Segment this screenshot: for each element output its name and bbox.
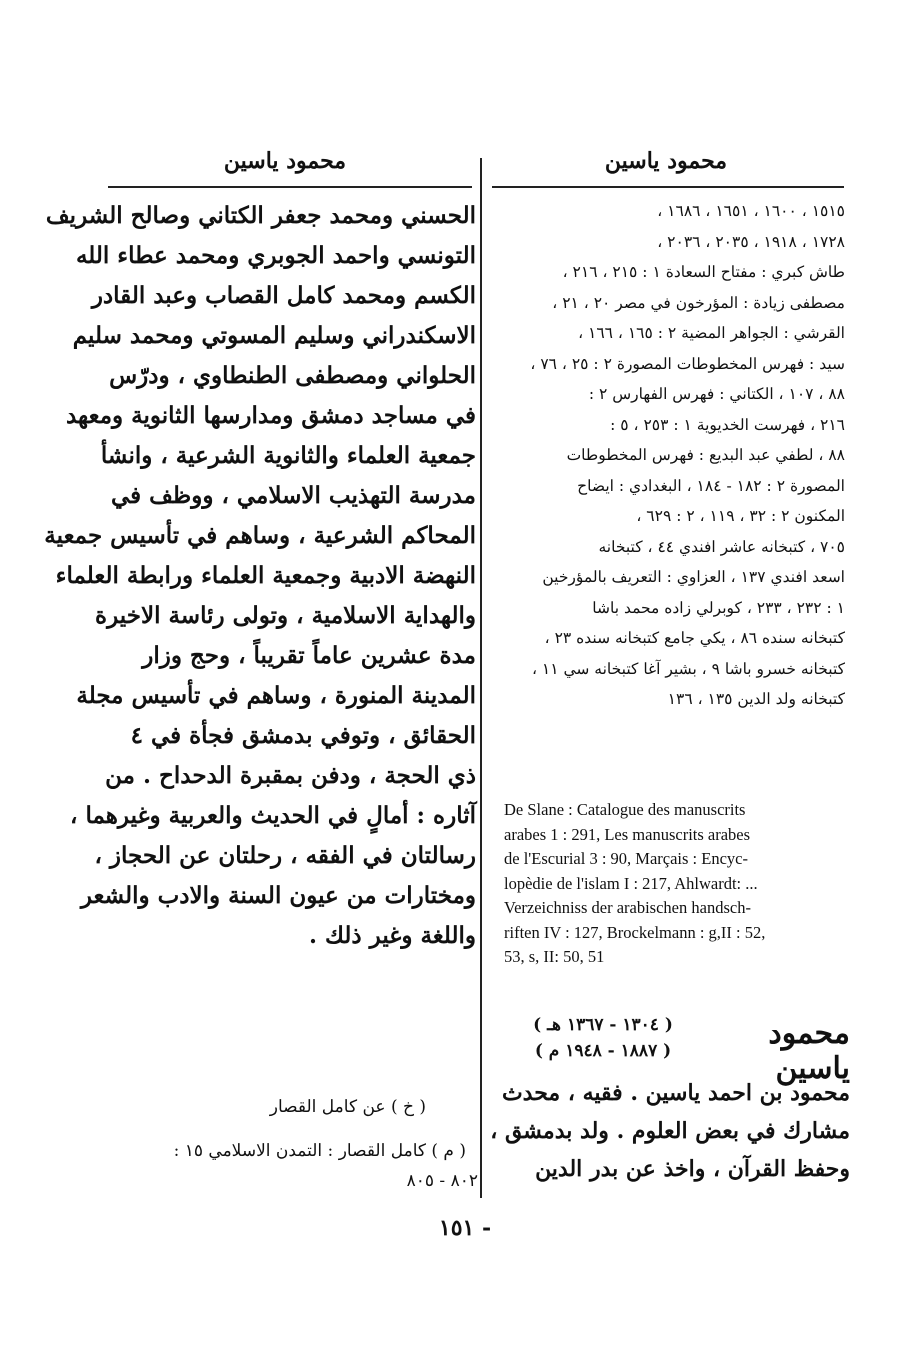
biography-line: الاسكندراني وسليم المسوتي ومحمد سليم [72,322,476,349]
entry-biography-start [490,1074,850,1188]
latin-reference-line: lopèdie de l'islam I : 217, Ahlwardt: ... [504,873,758,893]
reference-line: كتبخانه خسرو باشا ٩ ، بشير آغا كتبخانه سي ١١ ، [531,659,845,678]
entry-heading-name: محمود ياسين [768,1016,850,1086]
reference-line: كتبخانه ولد الدين ١٣٥ ، ١٣٦ [667,690,845,708]
biography-line: وحفظ القرآن ، واخذ عن بدر الدين [535,1156,850,1182]
biography-line: المحاكم الشرعية ، وساهم في تأسيس جمعية [44,522,476,549]
reference-line: اسعد افندي ١٣٧ ، العزاوي : التعريف بالمؤرخين [542,568,845,586]
header-rule-left [108,186,472,188]
biography-line: آثاره : أمالٍ في الحديث والعربية وغيرهما ، [70,802,476,829]
biography-line: جمعية العلماء والثانوية الشرعية ، وانشأ [100,442,476,469]
page-number: - ١٥١ [438,1215,492,1241]
biography-line: مدرسة التهذيب الاسلامي ، ووظف في [110,482,476,509]
reference-line: المصورة ٢ : ١٨٢ - ١٨٤ ، البغدادي : ايضاح [577,476,845,495]
latin-reference-line: Verzeichniss der arabischen handsch- [504,898,751,917]
biography-line: النهضة الادبية وجمعية العلماء ورابطة العلماء [55,562,476,589]
column-divider [480,158,482,1198]
biography-line: مشارك في بعض العلوم . ولد بدمشق ، [490,1118,850,1144]
reference-line: ٨٨ ، ١٠٧ ، الكتاني : فهرس الفهارس ٢ : [588,385,845,403]
entry-sources [108,1092,478,1196]
biography-line: المدينة المنورة ، وساهم في تأسيس مجلة [76,682,476,709]
reference-line: ٨٨ ، لطفي عبد البديع : فهرس المخطوطات [566,446,845,464]
reference-line: ٧٠٥ ، كتبخانه عاشر افندي ٤٤ ، كتبخانه [598,537,845,556]
reference-line: طاش كبري : مفتاح السعادة ١ : ٢١٥ ، ٢١٦ ، [562,263,845,281]
running-header-left: محمود ياسين [223,148,347,174]
latin-reference-line: riften IV : 127, Brockelmann : g,II : 52, [504,922,766,942]
biography-line: محمود بن احمد ياسين . فقيه ، محدث [501,1080,850,1106]
entry-dates-gregorian: ( ١٨٨٧ - ١٩٤٨ م ) [534,1041,672,1061]
latin-reference-line: de l'Escurial 3 : 90, Marçais : Encyc- [504,849,748,868]
biography-line: ذي الحجة ، ودفن بمقبرة الدحداح . من [105,762,476,789]
reference-line: سيد : فهرس المخطوطات المصورة ٢ : ٢٥ ، ٧٦ ، [530,354,845,373]
source-kh: ( خ ) عن كامل القصار [269,1097,426,1117]
reference-line: ١٥١٥ ، ١٦٠٠ ، ١٦٥١ ، ١٦٨٦ ، [657,202,845,220]
biography-line: الكسم ومحمد كامل القصاب وعبد القادر [91,282,476,309]
reference-line: ١٧٢٨ ، ١٩١٨ ، ٢٠٣٥ ، ٢٠٣٦ ، [657,232,845,251]
biography-line: الحقائق ، وتوفي بدمشق فجأة في ٤ [130,722,476,749]
biography-line: واللغة وغير ذلك . [309,922,476,949]
biography-line: التونسي واحمد الجوبري ومحمد عطاء الله [75,242,476,269]
latin-references [504,798,849,970]
entry-dates-hijri: ( ١٣٠٤ - ١٣٦٧ هـ ) [533,1015,673,1035]
source-m-line: ( م ) كامل القصار : التمدن الاسلامي ١٥ : [173,1141,466,1161]
source-m-pages: ٨٠٢ - ٨٠٥ [406,1171,478,1191]
header-rule-right [492,186,844,188]
latin-reference-line: De Slane : Catalogue des manuscrits [504,800,746,819]
biography-line: ومختارات من عيون السنة والادب والشعر [80,882,476,909]
reference-line: ٢١٦ ، فهرست الخديوية ١ : ٢٥٣ ، ٥ : [610,415,845,434]
biography-line: مدة عشرين عاماً تقريباً ، وحج وزار [142,642,476,669]
running-header-right: محمود ياسين [604,148,728,174]
reference-line: كتبخانه سنده ٨٦ ، يكي جامع كتبخانه سنده ٢٣ ، [544,629,845,647]
biography-line: الحلواني ومصطفى الطنطاوي ، ودرّس [109,362,476,389]
entry-heading-dates [498,1012,708,1064]
biography-continued [44,196,476,956]
reference-line: مصطفى زيادة : المؤرخون في مصر ٢٠ ، ٢١ ، [552,293,845,312]
reference-line: ١ : ٢٣٢ ، ٢٣٣ ، كوبرلي زاده محمد باشا [592,598,845,617]
reference-line: القرشي : الجواهر المضية ٢ : ١٦٥ ، ١٦٦ ، [578,324,845,342]
reference-line: المكنون ٢ : ٣٢ ، ١١٩ ، ٢ : ٦٢٩ ، [636,507,845,525]
biography-line: في مساجد دمشق ومدارسها الثانوية ومعهد [65,402,476,429]
biography-line: رسالتان في الفقه ، رحلتان عن الحجاز ، [94,842,476,869]
biography-line: والهداية الاسلامية ، وتولى رئاسة الاخيرة [95,602,476,629]
latin-reference-line: 53, s, II: 50, 51 [504,947,605,966]
arabic-references [495,196,845,715]
latin-reference-line: arabes 1 : 291, Les manuscrits arabes [504,824,751,844]
biography-line: الحسني ومحمد جعفر الكتاني وصالح الشريف [45,202,476,229]
